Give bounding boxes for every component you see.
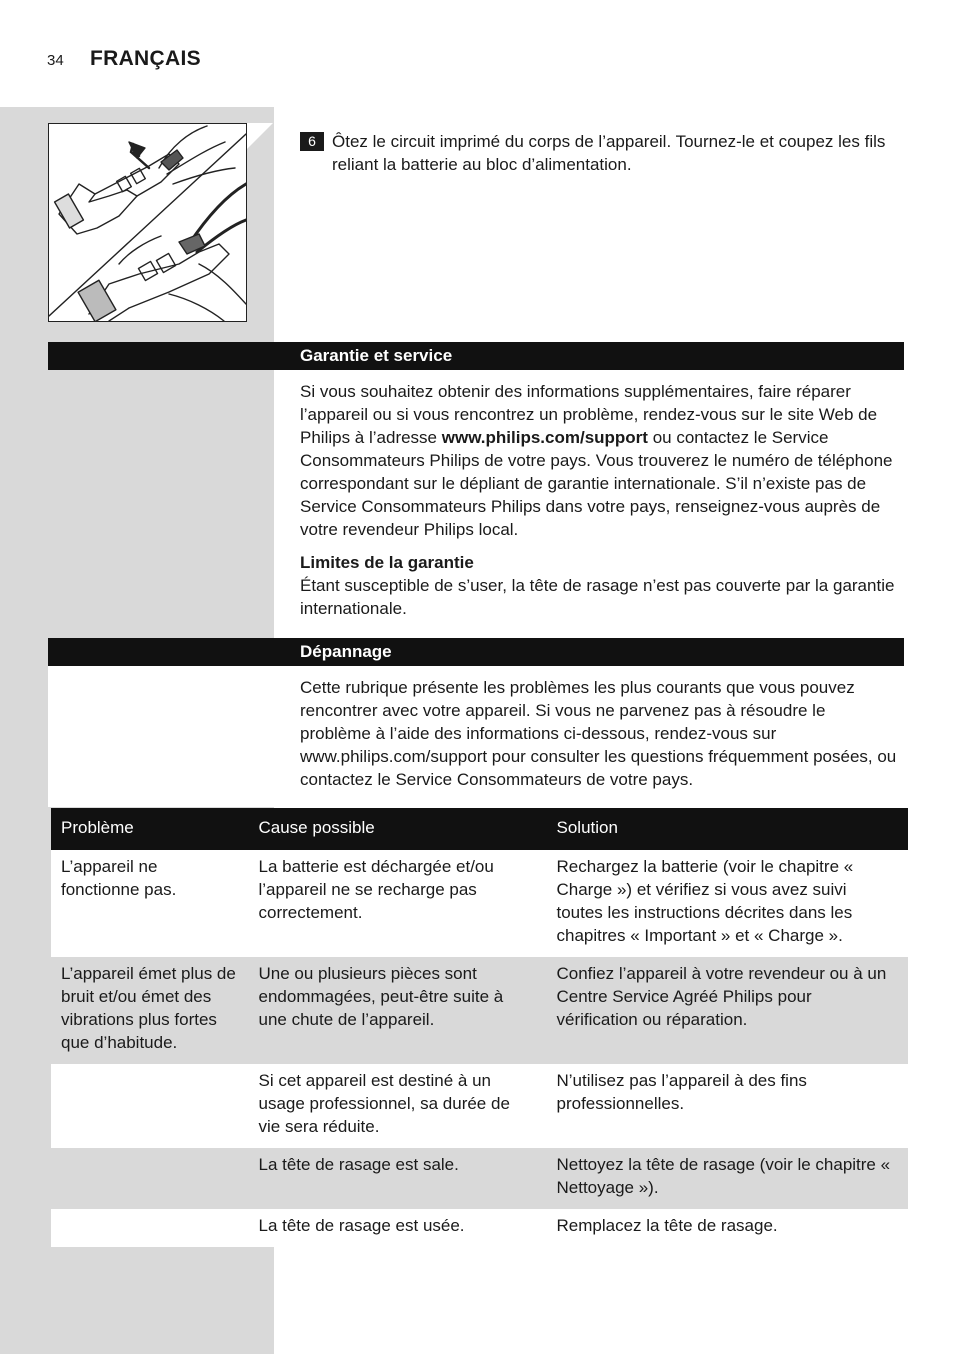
cell-cause: La batterie est déchargée et/ou l’appareil ne se recharge pas correctement. bbox=[249, 850, 547, 957]
warranty-limits-title: Limites de la garantie bbox=[300, 553, 474, 572]
cell-problem bbox=[50, 1209, 249, 1247]
section-bar-warranty bbox=[48, 342, 904, 370]
warranty-limits bbox=[300, 551, 900, 620]
warranty-paragraph bbox=[300, 380, 900, 541]
step-6 bbox=[300, 130, 900, 176]
cell-cause: Si cet appareil est destiné à un usage professionnel, sa durée de vie sera réduite. bbox=[249, 1064, 547, 1148]
language-heading: FRANÇAIS bbox=[90, 47, 201, 70]
warranty-text-end: ou contactez le Service Consommateurs Philips de votre pays. Vous trouverez le numéro de téléphone correspondant sur le dépliant de garantie internationale. S’il n’existe pas de Service Consommateurs Philips dans votre pays, renseignez-vous auprès de votre revendeur Philips local. bbox=[300, 428, 893, 539]
section-title-troubleshooting: Dépannage bbox=[300, 642, 392, 661]
table-row bbox=[50, 1064, 908, 1148]
illustration-pointer bbox=[247, 123, 273, 149]
troubleshooting-table bbox=[48, 808, 908, 1247]
cell-problem bbox=[50, 1064, 249, 1148]
cell-solution: Rechargez la batterie (voir le chapitre « Charge ») et vérifiez si vous avez suivi toutes les instructions décrites dans les chapitres « Important » et « Charge ». bbox=[547, 850, 908, 957]
cell-solution: Remplacez la tête de rasage. bbox=[547, 1209, 908, 1247]
table-row bbox=[50, 957, 908, 1064]
table-row bbox=[50, 850, 908, 957]
cell-cause: Une ou plusieurs pièces sont endommagées, peut-être suite à une chute de l’appareil. bbox=[249, 957, 547, 1064]
table-header-row bbox=[50, 808, 908, 850]
column-header-solution: Solution bbox=[547, 808, 908, 850]
column-header-problem: Problème bbox=[50, 808, 249, 850]
cell-solution: Confiez l’appareil à votre revendeur ou à un Centre Service Agréé Philips pour vérification ou réparation. bbox=[547, 957, 908, 1064]
cell-problem: L’appareil émet plus de bruit et/ou émet des vibrations plus fortes que d’habitude. bbox=[50, 957, 249, 1064]
step-number-badge: 6 bbox=[300, 132, 324, 151]
warranty-limits-text: Étant susceptible de s’user, la tête de rasage n’est pas couverte par la garantie internationale. bbox=[300, 576, 895, 618]
section-title-warranty: Garantie et service bbox=[300, 346, 453, 365]
warranty-text-start: Si vous souhaitez obtenir des informations supplémentaires, faire réparer l’appareil ou si vous rencontrez un problème, rendez-vous sur le site Web de Philips à l’adresse bbox=[300, 382, 878, 447]
illustration-cutting-wires bbox=[48, 123, 247, 322]
column-header-cause: Cause possible bbox=[249, 808, 547, 850]
section-bar-troubleshooting bbox=[48, 638, 904, 666]
cell-solution: N’utilisez pas l’appareil à des fins professionnelles. bbox=[547, 1064, 908, 1148]
page-number: 34 bbox=[47, 52, 64, 69]
cell-cause: La tête de rasage est usée. bbox=[249, 1209, 547, 1247]
warranty-support-url[interactable]: www.philips.com/support bbox=[441, 428, 648, 447]
step-text: Ôtez le circuit imprimé du corps de l’appareil. Tournez-le et coupez les fils reliant la batterie au bloc d’alimentation. bbox=[332, 132, 886, 174]
cell-problem bbox=[50, 1148, 249, 1209]
cell-cause: La tête de rasage est sale. bbox=[249, 1148, 547, 1209]
table-row bbox=[50, 1209, 908, 1247]
left-white-block bbox=[48, 666, 274, 807]
troubleshooting-intro: Cette rubrique présente les problèmes les plus courants que vous pouvez rencontrer avec votre appareil. Si vous ne parvenez pas à résoudre le problème à l’aide des informations ci-dessous, rendez-vous sur www.philips.com/support pour consulter les questions fréquemment posées, ou contactez le Service Consommateurs de votre pays. bbox=[300, 678, 897, 789]
table-row bbox=[50, 1148, 908, 1209]
cell-problem: L’appareil ne fonctionne pas. bbox=[50, 850, 249, 957]
cell-solution: Nettoyez la tête de rasage (voir le chapitre « Nettoyage »). bbox=[547, 1148, 908, 1209]
